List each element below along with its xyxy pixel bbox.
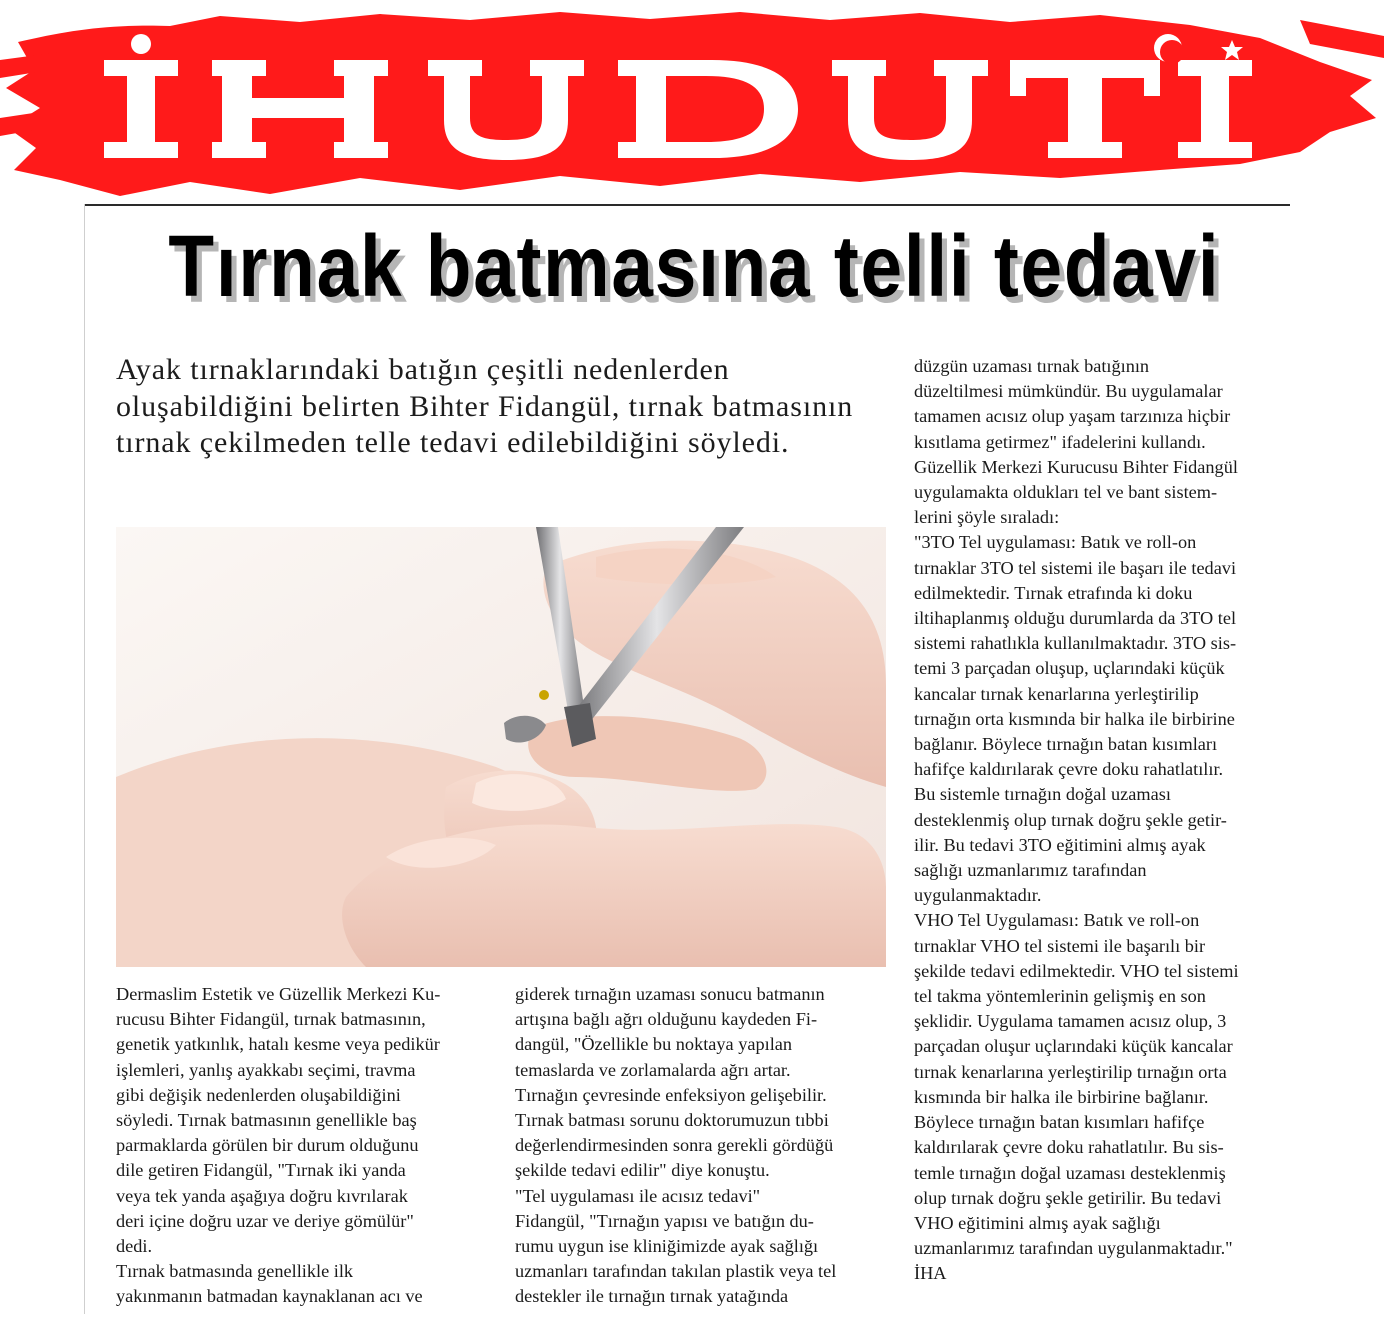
top-rule xyxy=(84,204,1290,206)
body-column-2: giderek tırnağın uzaması sonucu batmanın artışına bağlı ağrı olduğunu kaydeden Fi- dangül, "Özellikle bu noktaya yapılan temaslarda ve zorlamalarda ağrı artar. Tırnağın çevresinde enfeksiyon gelişebilir. Tırnak batması sorunu doktorumuzun tıbbi değerlendirmesinden sonra gerekli gördüğü şekilde tedavi edilir" diye konuştu. "Tel uygulaması ile acısız tedavi" Fidangül, "Tırnağın yapısı ve batığın du- rumu uygun ise kliniğimizde ayak sağlığı uzmanları tarafından takılan plastik veya tel destekler ile tırnağın tırnak yatağında xyxy=(515,984,837,1307)
article-photo xyxy=(116,527,886,967)
body-column-3: düzgün uzaması tırnak batığının düzeltilmesi mümkündür. Bu uygulamalar tamamen acısız olup yaşam tarzınıza hiçbir kısıtlama getirmez" ifadelerini kullandı. Güzellik Merkezi Kurucusu Bihter Fidangül uygulamakta oldukları tel ve bant sistem- lerini şöyle sıraladı: "3TO Tel uygulaması: Batık ve roll-on tırnaklar 3TO tel sistemi ile başarı ile tedavi edilmektedir. Tırnak etrafında ki doku iltihaplanmış olduğu durumlarda da 3TO tel sistemi rahatlıkla kullanılmaktadır. 3TO sis- temi 3 parçadan oluşup, uçlarındaki küçük kancalar tırnak kenarlarına yerleştirilip tırnağın orta kısmında bir halka ile birbirine bağlanır. Böylece tırnağın batan kısımları hafifçe kaldırılarak çevre doku rahatlatılır. Bu sistemle tırnağın doğal uzaması desteklenmiş olup tırnak doğru şekle getir- ilir. Bu tedavi 3TO eğitimini almış ayak sağlığı uzmanlarımız tarafından uygulanmaktadır. VHO Tel Uygulaması: Batık ve roll-on tırnaklar VHO tel sistemi ile başarılı bir şekilde tedavi edilmektedir. VHO tel sistemi tel takma yöntemlerinin gelişmiş en son şeklidir. Uygulama tamamen acısız olup, 3 parçadan oluşur uçlarındaki küçük kancalar tırnak kenarlarına yerleştirilip tırnağın orta kısmında bir halka ile birbirine bağlanır. Böylece tırnağın batan kısımları hafifçe kaldırılarak çevre doku rahatlatılır. Bu sis- temle tırnağın doğal uzaması desteklenmiş olup tırnak doğru şekle getirilir. Bu tedavi VHO eğitimini almış ayak sağlığı uzmanlarımız tarafından uygulanmaktadır." İHA xyxy=(914,356,1239,1284)
left-margin-line xyxy=(84,204,85,1314)
masthead-logo xyxy=(0,0,1384,205)
article-lead: Ayak tırnaklarındaki batığın çeşitli nedenlerden oluşabildiğini belirten Bihter Fidangül, tırnak batmasının tırnak çekilmeden telle tedavi edilebildiğini söyledi. xyxy=(116,353,854,459)
body-column-1: Dermaslim Estetik ve Güzellik Merkezi Ku- rucusu Bihter Fidangül, tırnak batmasının, genetik yatkınlık, hatalı kesme veya pedikür işlemleri, yanlış ayakkabı seçimi, travma gibi değişik nedenlerden oluşabildiğini söyledi. Tırnak batmasının genellikle baş parmaklarda görülen bir durum olduğunu dile getiren Fidangül, "Tırnak iki yanda veya tek yanda aşağıya doğru kıvrılarak deri içine doğru uzar ve deriye gömülür" dedi. Tırnak batmasında genellikle ilk yakınmanın batmadan kaynaklanan acı ve xyxy=(116,984,441,1307)
article-headline: Tırnak batmasına telli tedavi xyxy=(168,218,1221,315)
